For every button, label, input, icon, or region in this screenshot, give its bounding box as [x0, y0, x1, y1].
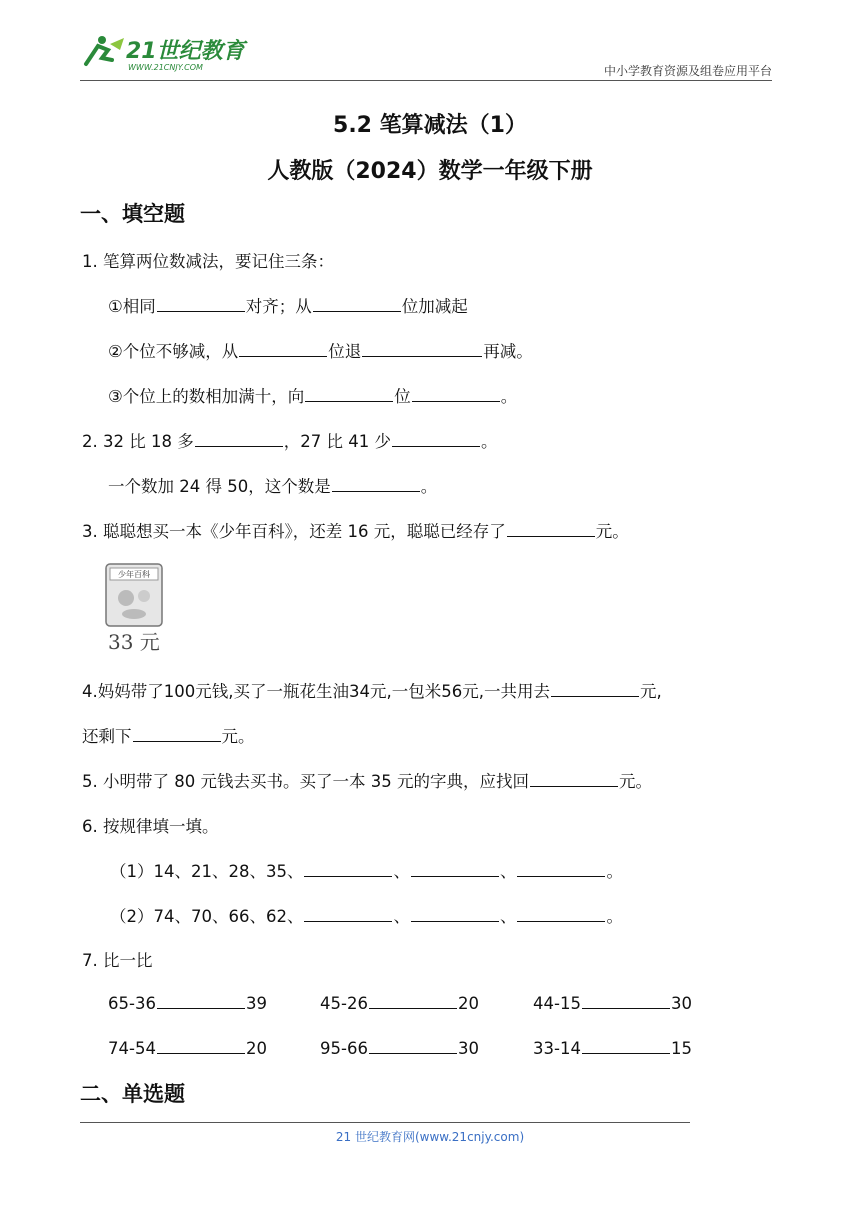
answer-blank[interactable]	[369, 992, 457, 1009]
title-lesson: 5.2 笔算减法（1）	[333, 113, 527, 138]
svg-text:21世纪教育: 21世纪教育	[126, 39, 245, 64]
answer-blank[interactable]	[411, 860, 499, 877]
q1-stem: 1. 笔算两位数减法，要记住三条：	[82, 252, 334, 271]
compare-item: 44-15 30	[533, 994, 692, 1013]
q7-stem: 7. 比一比	[82, 951, 153, 970]
footer-site[interactable]: 21 世纪教育网(www.21cnjy.com)	[335, 1130, 525, 1144]
answer-blank[interactable]	[157, 1037, 245, 1054]
svg-text:WWW.21CNJY.COM: WWW.21CNJY.COM	[128, 63, 203, 72]
answer-blank[interactable]	[392, 430, 480, 447]
answer-blank[interactable]	[517, 905, 605, 922]
compare-item: 33-14 15	[533, 1039, 692, 1058]
site-logo	[80, 30, 250, 76]
q5-stem: 5. 小明带了 80 元钱去买书。买了一本 35 元的字典，应找回 元。	[82, 772, 652, 791]
answer-blank[interactable]	[133, 725, 221, 742]
q2-line1: 2. 32 比 18 多 ，27 比 41 少 。	[82, 432, 498, 451]
answer-blank[interactable]	[239, 340, 327, 357]
answer-blank[interactable]	[332, 475, 420, 492]
book-illustration	[104, 562, 166, 634]
compare-item: 74-54 20	[108, 1039, 267, 1058]
q4-line1: 4.妈妈带了100元钱,买了一瓶花生油34元,一包米56元,一共用去 元,	[82, 682, 662, 701]
answer-blank[interactable]	[582, 1037, 670, 1054]
answer-blank[interactable]	[362, 340, 482, 357]
compare-item: 45-26 20	[320, 994, 479, 1013]
answer-blank[interactable]	[304, 905, 392, 922]
answer-blank[interactable]	[517, 860, 605, 877]
compare-item: 95-66 30	[320, 1039, 479, 1058]
title-textbook: 人教版（2024）数学一年级下册	[267, 159, 593, 184]
footer-divider	[80, 1122, 690, 1123]
answer-blank[interactable]	[369, 1037, 457, 1054]
answer-blank[interactable]	[304, 860, 392, 877]
answer-blank[interactable]	[507, 520, 595, 537]
header-divider	[80, 80, 772, 81]
q4-line2: 还剩下 元。	[82, 727, 255, 746]
section-fill-blank: 一、填空题	[80, 202, 185, 226]
q1-rule1: ①相同 对齐；从 位加减起	[108, 297, 468, 316]
answer-blank[interactable]	[157, 295, 245, 312]
answer-blank[interactable]	[582, 992, 670, 1009]
answer-blank[interactable]	[551, 680, 639, 697]
q1-rule3: ③个位上的数相加满十，向 位 。	[108, 387, 518, 406]
header-platform-text: 中小学教育资源及组卷应用平台	[603, 64, 772, 78]
q1-rule2: ②个位不够减，从 位退 再减。	[108, 342, 533, 361]
answer-blank[interactable]	[412, 385, 500, 402]
answer-blank[interactable]	[157, 992, 245, 1009]
answer-blank[interactable]	[411, 905, 499, 922]
answer-blank[interactable]	[305, 385, 393, 402]
q6-stem: 6. 按规律填一填。	[82, 817, 219, 836]
svg-text:少年百科: 少年百科	[118, 570, 150, 579]
answer-blank[interactable]	[313, 295, 401, 312]
compare-item: 65-36 39	[108, 994, 267, 1013]
q3-stem: 3. 聪聪想买一本《少年百科》，还差 16 元，聪聪已经存了 元。	[82, 522, 629, 541]
answer-blank[interactable]	[195, 430, 283, 447]
q2-line2: 一个数加 24 得 50，这个数是 。	[108, 477, 438, 496]
q6-sequence-1: （1）14、21、28、35、 、 、 。	[110, 862, 623, 881]
section-single-choice: 二、单选题	[80, 1082, 185, 1106]
answer-blank[interactable]	[530, 770, 618, 787]
q6-sequence-2: （2）74、70、66、62、 、 、 。	[110, 907, 623, 926]
book-price: 33 元	[108, 630, 160, 654]
